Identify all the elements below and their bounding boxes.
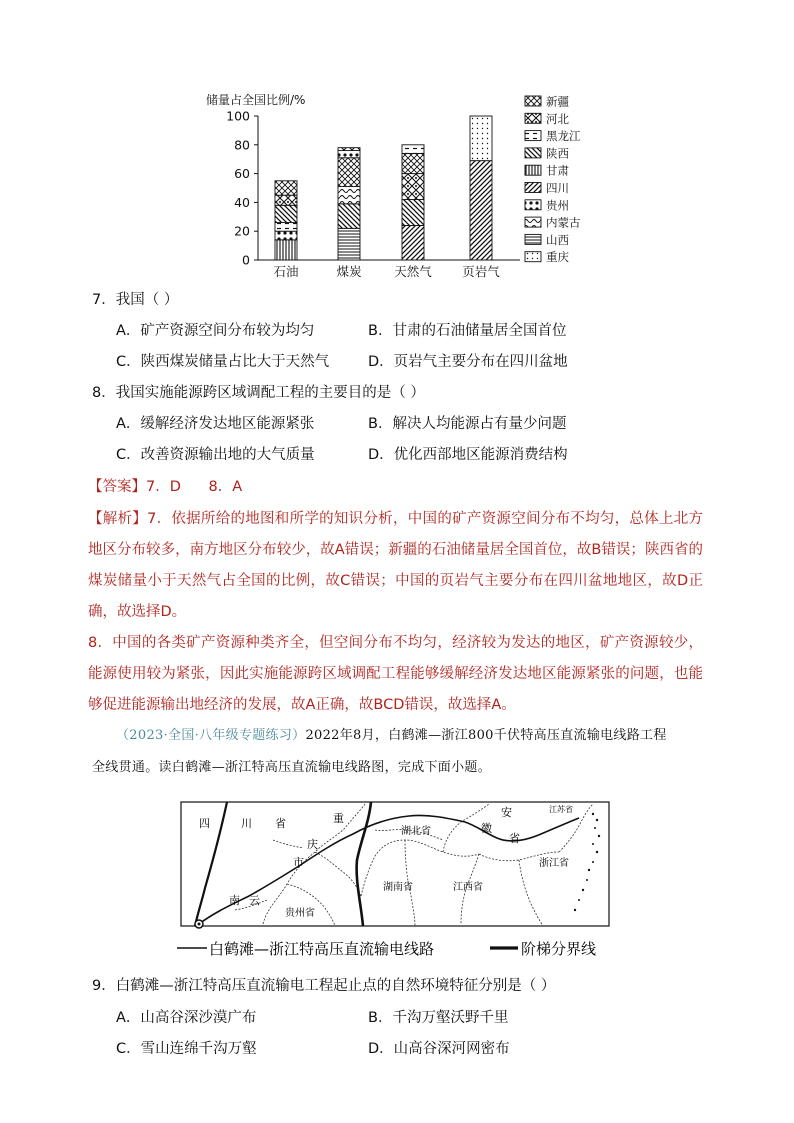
q7-option-a[interactable]: A．矿产资源空间分布较为均匀 xyxy=(116,323,315,339)
q7-option-c[interactable]: C．陕西煤炭储量占比大于天然气 xyxy=(116,354,330,370)
legend-label: 山西 xyxy=(546,232,569,247)
bar-segment-河北 xyxy=(275,195,297,205)
map-label-yun: 云 xyxy=(249,894,260,907)
bar-segment-陕西 xyxy=(402,200,424,226)
bar-segment-内蒙古 xyxy=(338,187,360,204)
bar-segment-陕西 xyxy=(338,204,360,228)
bar-segment-陕西 xyxy=(275,205,297,222)
y-tick-label: 100 xyxy=(226,108,250,124)
map-label-chuan: 川 xyxy=(241,817,252,830)
legend-label: 新疆 xyxy=(546,94,569,109)
legend-label: 四川 xyxy=(546,181,569,195)
map-label-shi: 市 xyxy=(293,856,304,869)
y-tick-label: 80 xyxy=(234,137,250,153)
legend-swatch xyxy=(525,217,541,227)
map-label-hubei: 湖北省 xyxy=(401,826,431,837)
bar-segment-山西 xyxy=(338,228,360,260)
legend-swatch xyxy=(525,113,541,123)
legend-label: 内蒙古 xyxy=(546,215,581,230)
q8-option-c[interactable]: C．改善资源输出地的大气质量 xyxy=(116,447,315,463)
analysis-tag: 【解析】 xyxy=(88,511,148,527)
bar-segment-贵州 xyxy=(275,231,297,240)
chart-ylabel: 储量占全国比例/% xyxy=(206,93,306,107)
bar-segment-黑龙江 xyxy=(402,145,424,154)
bar-segment-黑龙江 xyxy=(275,223,297,232)
legend-swatch xyxy=(525,183,541,193)
q7-option-d[interactable]: D．页岩气主要分布在四川盆地 xyxy=(368,354,568,370)
bar-segment-河北 xyxy=(338,148,360,151)
bar-segment-四川 xyxy=(470,161,492,260)
map-label-nan: 南 xyxy=(229,894,240,907)
q7-option-b[interactable]: B．甘肃的石油储量居全国首位 xyxy=(368,323,567,339)
legend-label: 陕西 xyxy=(546,146,569,161)
q9-option-a[interactable]: A．山高谷深沙漠广布 xyxy=(116,1010,257,1026)
q9-option-c[interactable]: C．雪山连绵千沟万壑 xyxy=(116,1041,257,1057)
q9-stem: 9．白鹤滩—浙江特高压直流输电工程起止点的自然环境特征分别是（ ） xyxy=(92,978,556,994)
x-tick-label: 页岩气 xyxy=(462,264,500,279)
map-label-sheng-sc: 省 xyxy=(275,817,286,830)
map-label-hui: 徽 xyxy=(481,822,492,835)
chart-bars xyxy=(275,116,492,260)
source-tag: （2023·全国·八年级专题练习） xyxy=(116,728,306,743)
map-label-guizhou: 贵州省 xyxy=(285,908,315,919)
legend-swatch xyxy=(525,148,541,158)
bar-segment-河北 xyxy=(402,174,424,200)
map-label-si: 四 xyxy=(199,817,210,830)
q9-option-b[interactable]: B．千沟万壑沃野千里 xyxy=(368,1010,509,1026)
y-tick-label: 0 xyxy=(242,252,250,268)
legend-label: 甘肃 xyxy=(546,163,569,178)
analysis-q7-text: 7．依据所给的地图和所学的知识分析，中国的矿产资源空间分布不均匀，总体上北方地区分布较多，南方地区分布较少，故A错误；新疆的石油储量居全国首位，故B错误；陕西省的煤炭储量小于天然气占全国的比例，故C错误；中国的页岩气主要分布在四川盆地地区，故D正确，故选择D。 xyxy=(88,511,703,620)
transmission-map xyxy=(175,800,615,965)
intro-text-1: 2022年8月，白鹤滩—浙江800千伏特高压直流输电线路工程 xyxy=(305,728,667,743)
q8-option-a[interactable]: A．缓解经济发达地区能源紧张 xyxy=(116,416,315,432)
bar-segment-四川 xyxy=(402,225,424,260)
map-label-zhejiang: 浙江省 xyxy=(539,858,569,869)
chart-legend xyxy=(525,95,581,265)
legend-swatch xyxy=(525,131,541,141)
bar-segment-新疆 xyxy=(275,181,297,195)
answer-tag: 【答案】 xyxy=(88,479,146,495)
bar-segment-甘肃 xyxy=(275,240,297,260)
map-label-jiangxi: 江西省 xyxy=(453,882,483,893)
legend-swatch xyxy=(525,234,541,244)
q8-option-d[interactable]: D．优化西部地区能源消费结构 xyxy=(368,447,568,463)
intro-line-1 xyxy=(116,727,667,745)
legend-label: 河北 xyxy=(546,111,569,126)
y-tick-label: 40 xyxy=(234,194,250,210)
legend-label: 重庆 xyxy=(546,250,569,265)
legend-label: 贵州 xyxy=(546,198,569,213)
bar-segment-重庆 xyxy=(470,116,492,161)
analysis-q8: 8．中国的各类矿产资源种类齐全，但空间分布不均匀，经济较为发达的地区，矿产资源较少，能源使用较为紧张，因此实施能源跨区域调配工程能够缓解经济发达地区能源紧张的问题，也能够促进能源输出地经济的发展，故A正确，故BCD错误，故选择A。 xyxy=(88,635,703,713)
q8-stem: 8．我国实施能源跨区域调配工程的主要目的是（ ） xyxy=(92,385,425,401)
x-tick-label: 煤炭 xyxy=(336,264,362,279)
reserve-chart xyxy=(180,86,620,282)
x-tick-label: 天然气 xyxy=(394,264,432,279)
legend-label: 黑龙江 xyxy=(546,129,581,144)
answer-text: 7．D 8．A xyxy=(146,479,243,495)
answer-line xyxy=(88,477,242,497)
intro-line-2: 全线贯通。读白鹤滩—浙江特高压直流输电线路图，完成下面小题。 xyxy=(92,760,492,775)
map-label-jiangsu: 江苏省 xyxy=(549,805,573,814)
legend-swatch xyxy=(525,200,541,210)
q8-option-b[interactable]: B．解决人均能源占有量少问题 xyxy=(368,416,567,432)
y-tick-label: 60 xyxy=(234,166,250,182)
legend-swatch xyxy=(525,252,541,262)
chart-x-ticks xyxy=(273,264,500,279)
map-label-sheng-ah: 省 xyxy=(509,832,520,845)
bar-segment-贵州 xyxy=(338,151,360,158)
legend-swatch xyxy=(525,165,541,175)
bar-segment-新疆 xyxy=(402,153,424,173)
x-tick-label: 石油 xyxy=(273,264,299,279)
map-label-hunan: 湖南省 xyxy=(383,882,413,893)
map-label-an: 安 xyxy=(501,806,512,819)
legend-step-label: 阶梯分界线 xyxy=(521,940,597,958)
map-label-qing: 庆 xyxy=(307,838,318,851)
bar-segment-新疆 xyxy=(338,158,360,187)
y-tick-label: 20 xyxy=(234,223,250,239)
q9-option-d[interactable]: D．山高谷深河网密布 xyxy=(368,1041,510,1057)
legend-swatch xyxy=(525,96,541,106)
map-label-chong: 重 xyxy=(333,812,344,825)
analysis-q7 xyxy=(88,504,703,628)
q7-stem: 7．我国（ ） xyxy=(92,292,179,308)
legend-transmission-label: 白鹤滩—浙江特高压直流输电线路 xyxy=(209,940,435,958)
